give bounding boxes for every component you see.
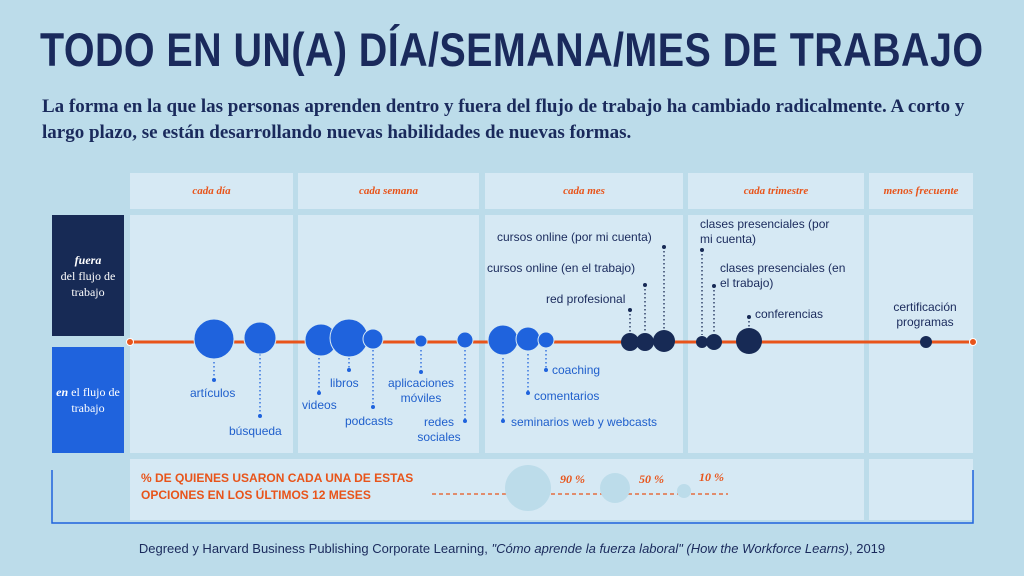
source-title: "Cómo aprende la fuerza laboral" (How the Workforce Learns) (491, 541, 849, 556)
row-label-inside-rest: el flujo de trabajo (71, 385, 120, 415)
legend-label-50: 50 % (639, 472, 664, 486)
leader-dot (501, 419, 505, 423)
label-clases-trabajo: clases presenciales (en el trabajo) (720, 261, 846, 290)
label-seminarios: seminarios web y webcasts (511, 415, 658, 429)
legend-bubble-10 (677, 484, 691, 498)
label-aplicaciones: aplicaciones móviles (387, 376, 455, 405)
bubble-aplicaciones (415, 335, 427, 347)
bubble-libros (330, 319, 368, 357)
leader-dot (347, 368, 351, 372)
leader-dot (544, 368, 548, 372)
leader-dot (371, 405, 375, 409)
leader-dot (258, 414, 262, 418)
label-redes: redes sociales (417, 415, 461, 444)
bubble-comentarios (516, 327, 540, 351)
column-header-daily: cada día (130, 173, 293, 209)
column-header-weekly: cada semana (298, 173, 479, 209)
leader-dot (317, 391, 321, 395)
label-podcasts: podcasts (345, 414, 394, 428)
row-label-inside-emph: en (56, 385, 69, 399)
bubble-cursos-cuenta (653, 330, 675, 352)
label-busqueda: búsqueda (229, 424, 282, 438)
bubble-articulos (194, 319, 234, 359)
bubble-clases-trabajo (706, 334, 722, 350)
label-conferencias: conferencias (755, 307, 824, 321)
legend-bubble-90 (505, 465, 551, 511)
leader-dot (712, 284, 716, 288)
legend-bubble-50 (600, 473, 630, 503)
bubble-seminarios (488, 325, 518, 355)
column-header-monthly: cada mes (485, 173, 683, 209)
leader-dot (747, 315, 751, 319)
leader-dot (419, 370, 423, 374)
timeline-start-dot (127, 339, 134, 346)
leader-dot (662, 245, 666, 249)
leader-dot (700, 248, 704, 252)
bubble-redes (457, 332, 473, 348)
label-coaching: coaching (552, 363, 601, 377)
leader-dot (628, 308, 632, 312)
leader-dot (212, 378, 216, 382)
bubble-busqueda (244, 322, 276, 354)
label-red-profesional: red profesional (546, 292, 626, 306)
row-label-outside-emph: fuera (74, 252, 102, 267)
source-citation (0, 541, 1024, 556)
leader-dot (643, 283, 647, 287)
row-label-outside-rest: del flujo de trabajo (60, 268, 116, 299)
bubble-conferencias (736, 328, 762, 354)
source-pre: Degreed y Harvard Business Publishing Corporate Learning, (138, 541, 492, 556)
legend-text: % DE QUIENES USARON CADA UNA DE ESTAS OPCIONES EN LOS ÚLTIMOS 12 MESES (141, 471, 414, 502)
page-title: TODO EN UN(A) DÍA/SEMANA/MES DE TRABAJO (40, 23, 984, 76)
label-articulos: artículos (190, 386, 236, 400)
label-comentarios: comentarios (534, 389, 600, 403)
timeline-end-dot (970, 339, 977, 346)
label-libros: libros (330, 376, 359, 390)
label-videos: videos (302, 398, 337, 412)
bubble-coaching (538, 332, 554, 348)
label-cursos-trabajo: cursos online (en el trabajo) (487, 261, 636, 275)
page-subtitle: La forma en la que las personas aprenden dentro y fuera del flujo de trabajo ha cambiado radicalmente. A corto y largo plazo, se están desarrollando nuevas habilidades de nuevas formas. (42, 96, 965, 143)
column-header-less-frequent: menos frecuente (869, 173, 973, 209)
column-header-quarterly: cada trimestre (688, 173, 864, 209)
source-post: , 2019 (848, 541, 886, 556)
label-certificacion: certificación programas (893, 300, 957, 329)
legend-label-90: 90 % (560, 472, 585, 486)
bubble-certificacion (920, 336, 932, 348)
label-clases-cuenta: clases presenciales (por mi cuenta) (700, 217, 830, 246)
bubble-cursos-trabajo (636, 333, 654, 351)
legend-label-10: 10 % (699, 470, 724, 484)
leader-dot (526, 391, 530, 395)
label-cursos-cuenta: cursos online (por mi cuenta) (497, 230, 652, 244)
bubble-podcasts (363, 329, 383, 349)
